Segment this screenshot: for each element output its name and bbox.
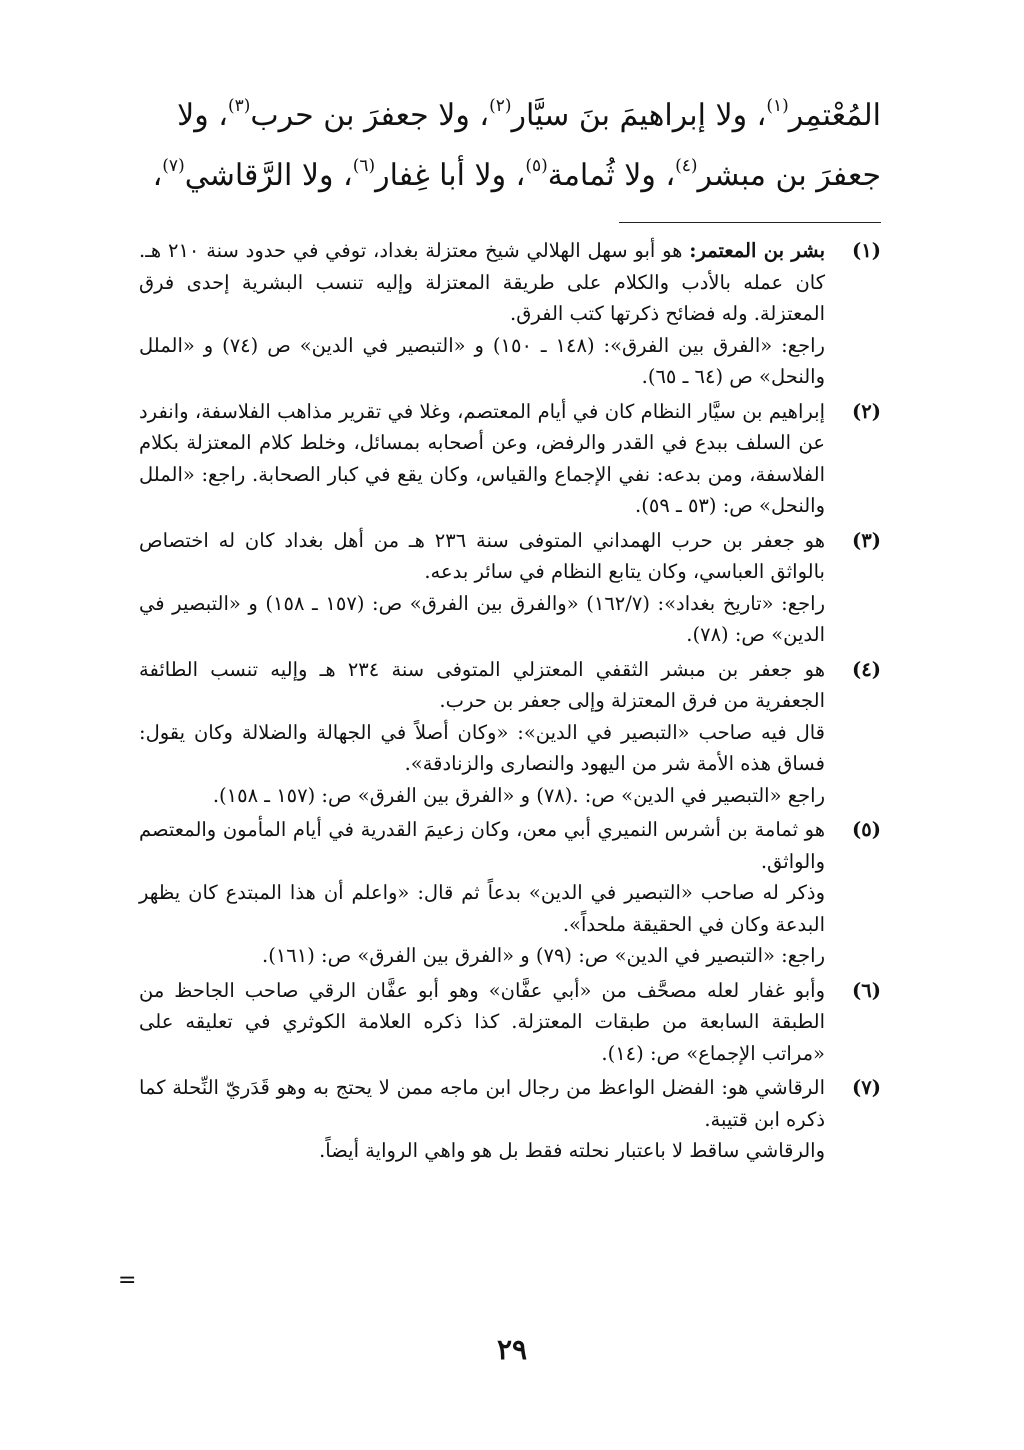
footnote-body	[139, 235, 825, 393]
footnote-number: (١)	[852, 239, 881, 262]
footnote-paragraph: راجع: «التبصير في الدين» ص: (٧٩) و «الفرق بين الفرق» ص: (١٦١).	[262, 944, 825, 967]
footnote-paragraph: وأبو غفار لعله مصحَّف من «أبي عفَّان» وهو أبو عفَّان الرقي صاحب الجاحظ من الطبقة السابعة من طبقات المعتزلة. كذا ذكره العلامة الكوثري في تعليقه على «مراتب الإجماع» ص: (١٤).	[139, 978, 825, 1065]
footnote-paragraph: والرقاشي ساقط لا باعتبار نحلته فقط بل هو واهي الرواية أيضاً.	[319, 1139, 825, 1162]
text-run: ، ولا إبراهيمَ بنَ سيَّار	[511, 98, 767, 133]
text-run: ، ولا أبا غِفار	[375, 158, 526, 193]
main-text-line-2	[139, 146, 881, 206]
footnote-6	[139, 975, 881, 1070]
main-text-line-1	[139, 86, 881, 146]
footnote-7	[139, 1072, 881, 1167]
footnote-paragraph: هو ثمامة بن أشرس النميري أبي معن، وكان زعيمَ القدرية في أيام المأمون والمعتصم والواثق.	[139, 818, 825, 873]
footnote-body	[139, 975, 825, 1070]
text-run: ، ولا	[177, 98, 228, 133]
footnote-paragraph: إبراهيم بن سيَّار النظام كان في أيام المعتصم، وغلا في تقرير مذاهب الفلاسفة، وانفرد عن السلف ببدع في القدر والرفض، وعن أصحابه بمسائل، وخلط كلام المعتزلة بكلام الفلاسفة، ومن بدعه: نفي الإجماع والقياس، وكان يقع في كبار الصحابة. راجع: «الملل والنحل» ص: (٥٣ ـ ٥٩).	[139, 399, 825, 517]
footnote-body	[139, 525, 825, 651]
footnote-paragraph: هو جعفر بن مبشر الثقفي المعتزلي المتوفى سنة ٢٣٤ هـ وإليه تنسب الطائفة الجعفرية من فرق المعتزلة وإلى جعفر بن حرب.	[139, 657, 826, 712]
footnote-2	[139, 396, 881, 522]
footnote-paragraph: وذكر له صاحب «التبصير في الدين» بدعاً ثم قال: «واعلم أن هذا المبتدع كان يظهر البدعة وكان في الحقيقة ملحداً».	[139, 881, 825, 936]
text-run: ، ولا الرَّقاشي	[184, 158, 353, 193]
footnote-paragraph	[139, 235, 825, 330]
footnote-paragraph: هو جعفر بن حرب الهمداني المتوفى سنة ٢٣٦ هـ من أهل بغداد كان له اختصاص بالواثق العباسي، وكان يتابع النظام في سائر بدعه.	[139, 528, 825, 583]
continuation-mark: =	[118, 1268, 137, 1293]
footnote-1	[139, 235, 881, 393]
footnote-ref-4[interactable]: (٤)	[675, 156, 698, 176]
footnote-ref-1[interactable]: (١)	[766, 96, 789, 116]
footnotes-section	[139, 235, 881, 1170]
footnote-paragraph: راجع: «الفرق بين الفرق»: (١٤٨ ـ ١٥٠) و «التبصير في الدين» ص (٧٤) و «الملل والنحل» ص (٦٤ ـ ٦٥).	[139, 333, 825, 388]
footnote-ref-3[interactable]: (٣)	[227, 96, 251, 116]
footnote-body	[139, 396, 825, 522]
footnote-bold-lead: بشر بن المعتمر:	[689, 239, 826, 262]
footnote-paragraph: قال فيه صاحب «التبصير في الدين»: «وكان أصلاً في الجهالة والضلالة وكان يقول: فساق هذه الأمة شر من اليهود والنصارى والزنادقة».	[139, 720, 825, 775]
footnote-5	[139, 814, 881, 972]
footnote-body	[139, 654, 825, 812]
text-run: المُعْتمِر	[788, 98, 881, 133]
page-number: ٢٩	[496, 1333, 528, 1366]
footnote-text: هو أبو سهل الهلالي شيخ معتزلة بغداد، توفي في حدود سنة ٢١٠ هـ. كان عمله بالأدب والكلام على طريقة المعتزلة وإليه تنسب البشرية إحدى فرق المعتزلة. وله فضائح ذكرتها كتب الفرق.	[139, 239, 825, 325]
text-run: ، ولا جعفرَ بن حرب	[250, 98, 490, 133]
footnote-ref-7[interactable]: (٧)	[162, 156, 185, 176]
footnote-ref-6[interactable]: (٦)	[352, 156, 376, 176]
footnote-paragraph: راجع «التبصير في الدين» ص: .(٧٨) و «الفرق بين الفرق» ص: (١٥٧ ـ ١٥٨).	[212, 783, 825, 807]
text-run: ،	[152, 158, 163, 193]
text-run: ، ولا ثُمامة	[547, 158, 676, 193]
footnote-paragraph: راجع: «تاريخ بغداد»: (١٦٢/٧) «والفرق بين الفرق» ص: (١٥٧ ـ ١٥٨) و «التبصير في الدين» ص: (٧٨).	[139, 591, 825, 646]
footnote-body	[139, 1072, 825, 1167]
footnote-number: (٦)	[852, 978, 881, 1002]
footnote-body	[139, 814, 825, 972]
footnote-number: (٣)	[852, 528, 881, 552]
footnote-separator-rule	[619, 222, 881, 223]
text-run: جعفرَ بن مبشر	[697, 158, 881, 193]
footnote-number: (٧)	[852, 1076, 881, 1099]
footnote-number: (٥)	[852, 818, 881, 841]
footnote-number: (٤)	[852, 657, 881, 681]
footnote-4	[139, 654, 881, 812]
main-text-block	[139, 86, 881, 206]
footnote-paragraph: الرقاشي هو: الفضل الواعظ من رجال ابن ماجه ممن لا يحتج به وهو قَدَريّ النِّحلة كما ذكره ابن قتيبة.	[139, 1076, 825, 1131]
footnote-ref-2[interactable]: (٢)	[489, 96, 512, 116]
footnote-ref-5[interactable]: (٥)	[525, 156, 548, 176]
footnote-number: (٢)	[852, 399, 881, 423]
footnote-3	[139, 525, 881, 651]
